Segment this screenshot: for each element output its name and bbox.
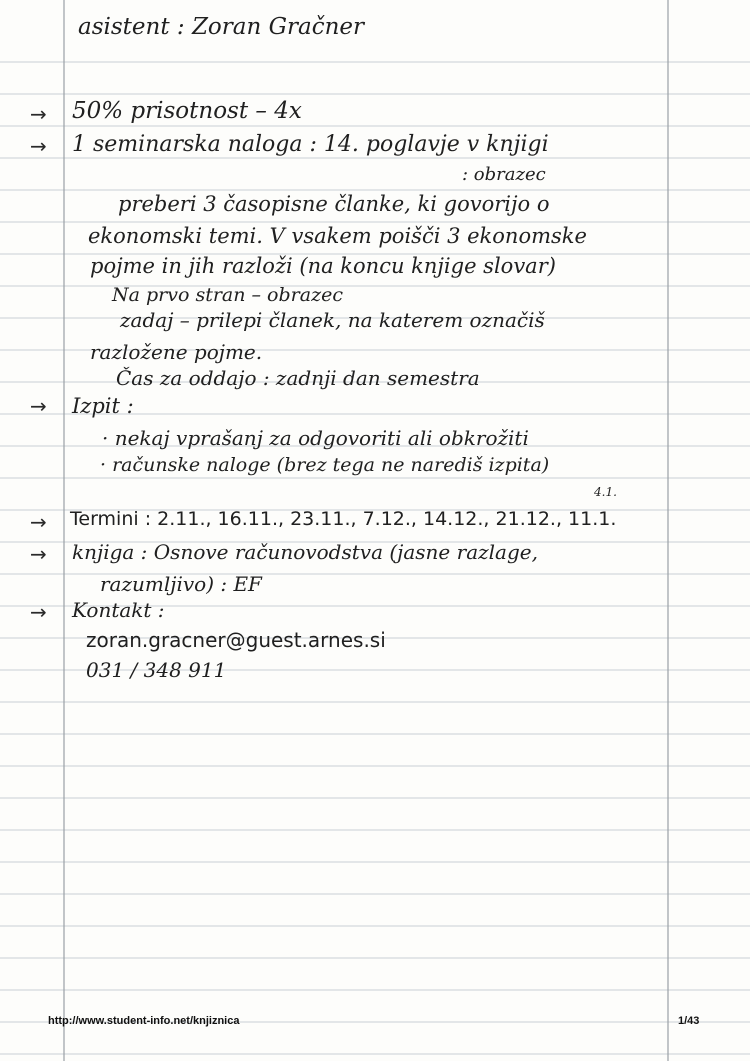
book-line-2: razumljivo) : EF — [100, 572, 262, 596]
attendance-line: 50% prisotnost – 4x — [72, 98, 302, 124]
arrow-icon: → — [30, 600, 47, 624]
contact-phone: 031 / 348 911 — [86, 658, 227, 682]
dates-note: 4.1. — [594, 485, 617, 499]
arrow-icon: → — [30, 394, 47, 418]
dates-line: Termini : 2.11., 16.11., 23.11., 7.12., 14.12., 21.12., 11.1. — [70, 508, 617, 530]
instruction-line-5: zadaj – prilepi članek, na katerem označiš — [120, 308, 545, 332]
contact-email: zoran.gracner@guest.arnes.si — [86, 628, 386, 652]
arrow-icon: → — [30, 134, 47, 158]
seminar-line: 1 seminarska naloga : 14. poglavje v knjigi — [72, 132, 549, 157]
seminar-form-line: : obrazec — [462, 164, 546, 185]
exam-item-1: · nekaj vprašanj za odgovoriti ali obkrožiti — [102, 426, 529, 450]
instruction-line-3: pojme in jih razloži (na koncu knjige slovar) — [90, 254, 556, 278]
deadline-line: Čas za oddajo : zadnji dan semestra — [116, 366, 480, 390]
footer-url: http://www.student-info.net/knjiznica — [48, 1015, 240, 1027]
instruction-line-6: razložene pojme. — [90, 340, 263, 364]
instruction-line-4: Na prvo stran – obrazec — [112, 284, 343, 306]
arrow-icon: → — [30, 510, 47, 534]
arrow-icon: → — [30, 102, 47, 126]
arrow-icon: → — [30, 542, 47, 566]
exam-heading: Izpit : — [72, 394, 134, 418]
assistant-line: asistent : Zoran Gračner — [78, 14, 364, 40]
page-number: 1/43 — [678, 1015, 700, 1027]
instruction-line-2: ekonomski temi. V vsakem poišči 3 ekonomske — [88, 224, 587, 248]
contact-heading: Kontakt : — [72, 598, 165, 622]
book-line: knjiga : Osnove računovodstva (jasne razlage, — [72, 540, 538, 564]
instruction-line-1: preberi 3 časopisne članke, ki govorijo o — [118, 192, 550, 216]
exam-item-2: · računske naloge (brez tega ne narediš izpita) — [100, 454, 550, 476]
